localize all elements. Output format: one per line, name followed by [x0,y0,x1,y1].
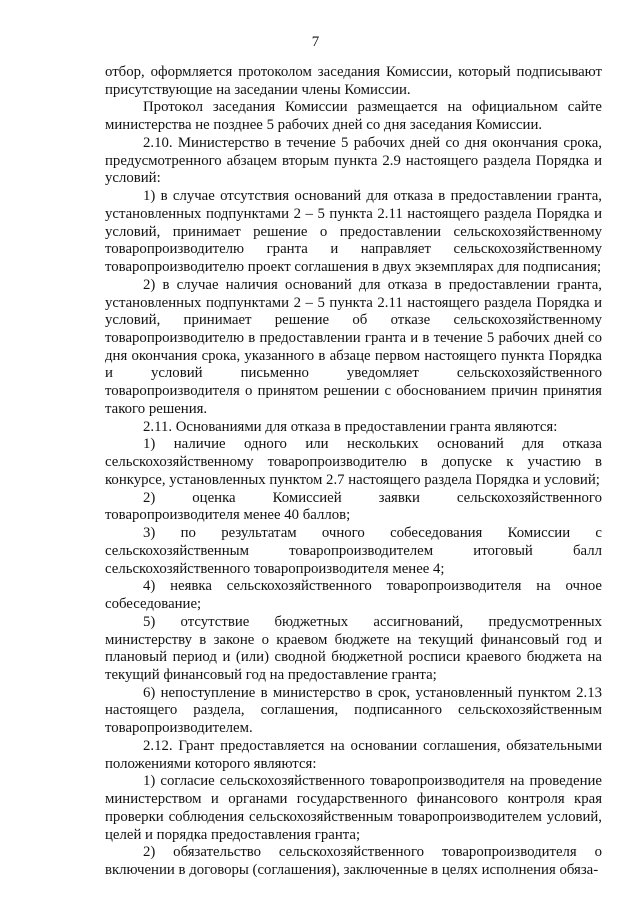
paragraph: Протокол заседания Комиссии размещается на официальном сайте министерства не позднее 5 рабочих дней со дня заседания Комиссии. [105,99,602,134]
paragraph: 3) по результатам очного собеседования Комиссии с сельскохозяйственным товаропроизводителем итоговый балл сельскохозяйственного товаропроизводителя менее 4; [105,525,602,577]
paragraph: 1) согласие сельскохозяйственного товаропроизводителя на проведение министерством и органами государственного финансового контроля края проверки соблюдения сельскохозяйственным товаропроизводителем условий, целей и порядка предоставления гранта; [105,773,602,843]
paragraph: 1) наличие одного или нескольких оснований для отказа сельскохозяйственному товаропроизводителю в допуске к участию в конкурсе, установленных пунктом 2.7 настоящего раздела Порядка и условий; [105,436,602,488]
document-body [105,64,602,880]
paragraph: 5) отсутствие бюджетных ассигнований, предусмотренных министерству в законе о краевом бюджете на текущий финансовый год и плановый период и (или) сводной бюджетной росписи краевого бюджета на текущий финансовый год на предоставление гранта; [105,613,602,683]
paragraph: 2.10. Министерство в течение 5 рабочих дней со дня окончания срока, предусмотренного абзацем вторым пункта 2.9 настоящего раздела Порядка и условий: [105,134,602,187]
paragraph: 1) в случае отсутствия оснований для отказа в предоставлении гранта, установленных подпунктами 2 – 5 пункта 2.11 настоящего раздела Порядка и условий, принимает решение о предоставлении сельскохозяйственному товаропроизводителю гранта и направляет сельскохозяйственному товаропроизводителю проект соглашения в двух экземплярах для подписания; [105,188,602,276]
paragraph: 2.11. Основаниями для отказа в предоставлении гранта являются: [143,418,558,435]
paragraph: 2) оценка Комиссией заявки сельскохозяйственного товаропроизводителя менее 40 баллов; [105,489,602,524]
paragraph: 2) обязательство сельскохозяйственного товаропроизводителя о включении в договоры (соглашения), заключенные в целях исполнения обяза- [105,844,602,879]
paragraph: 4) неявка сельскохозяйственного товаропроизводителя на очное собеседование; [105,578,602,613]
paragraph: отбор, оформляется протоколом заседания Комиссии, который подписывают присутствующие на заседании члены Комиссии. [105,64,602,98]
paragraph: 2.12. Грант предоставляется на основании соглашения, обязательными положениями которого являются: [105,737,602,772]
page-number: 7 [311,34,320,50]
paragraph: 2) в случае наличия оснований для отказа в предоставлении гранта, установленных подпунктами 2 – 5 пункта 2.11 настоящего раздела Порядка и условий, принимает решение об отказе сельскохозяйственному товаропроизводителю в предоставлении гранта и в течение 5 рабочих дней со дня окончания срока, указанного в абзаце первом настоящего пункта Порядка и условий письменно уведомляет сельскохозяйственного товаропроизводителя о принятом решении с обоснованием причин принятия такого решения. [105,276,602,417]
paragraph: 6) непоступление в министерство в срок, установленный пунктом 2.13 настоящего раздела, соглашения, подписанного сельскохозяйственным товаропроизводителем. [105,684,602,737]
